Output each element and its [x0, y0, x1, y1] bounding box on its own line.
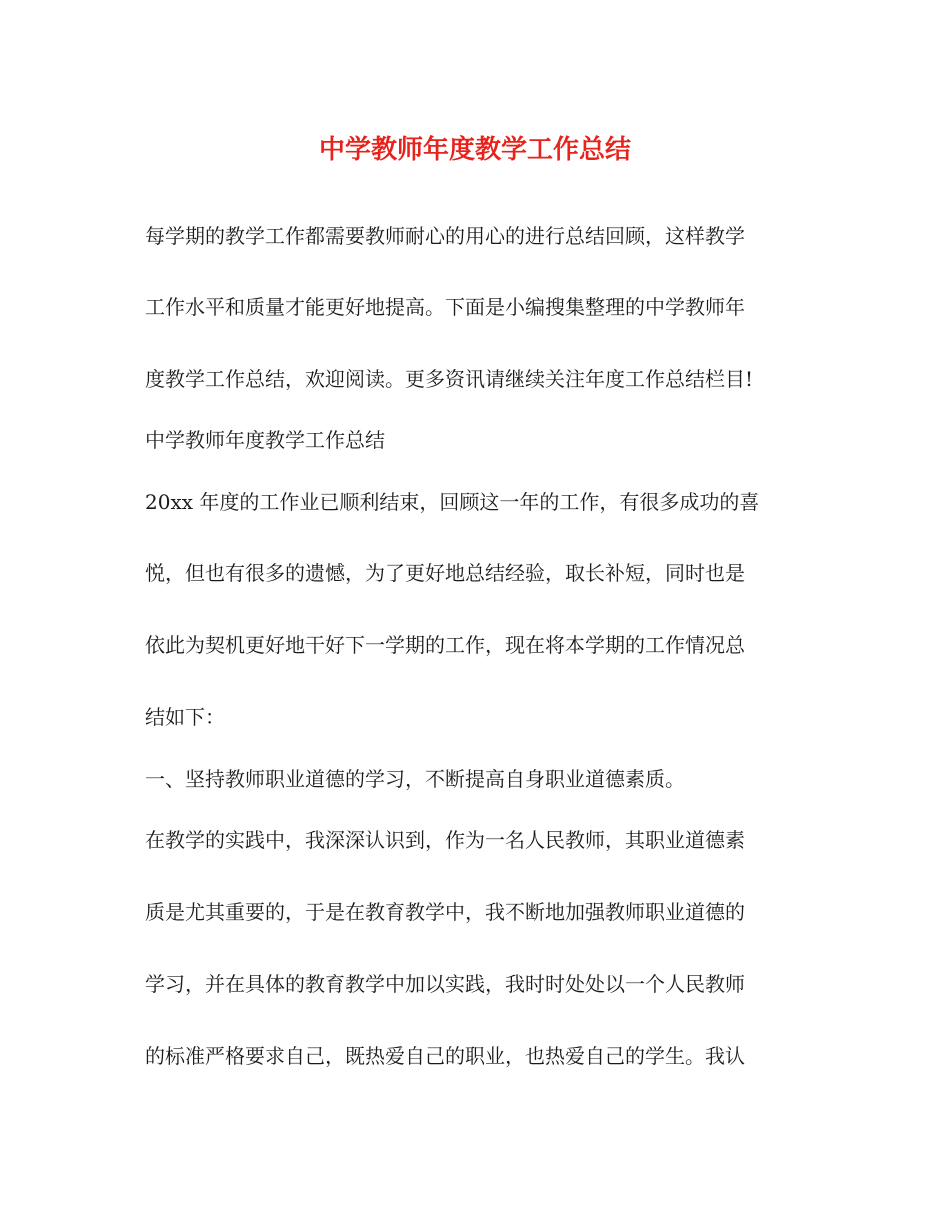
text-line: 质是尤其重要的，于是在教育教学中，我不断地加强教师职业道德的 — [145, 900, 745, 924]
text-line: 工作水平和质量才能更好地提高。下面是小编搜集整理的中学教师年 — [145, 295, 745, 319]
section-heading: 一、坚持教师职业道德的学习，不断提高自身职业道德素质。 — [145, 767, 685, 791]
text-line: 的标准严格要求自己，既热爱自己的职业，也热爱自己的学生。我认 — [145, 1044, 745, 1068]
text-line: 结如下： — [145, 705, 225, 729]
text-line: 悦，但也有很多的遗憾，为了更好地总结经验，取长补短，同时也是 — [145, 561, 745, 585]
text-line: 依此为契机更好地干好下一学期的工作，现在将本学期的工作情况总 — [145, 633, 745, 657]
text-line: 学习，并在具体的教育教学中加以实践，我时时处处以一个人民教师 — [145, 972, 745, 996]
text-line: 20xx 年度的工作业已顺利结束，回顾这一年的工作，有很多成功的喜 — [145, 490, 760, 514]
section-heading: 中学教师年度教学工作总结 — [145, 428, 385, 452]
text-line: 每学期的教学工作都需要教师耐心的用心的进行总结回顾，这样教学 — [145, 224, 745, 248]
text-line: 度教学工作总结，欢迎阅读。更多资讯请继续关注年度工作总结栏目! — [145, 367, 754, 391]
text-line: 在教学的实践中，我深深认识到，作为一名人民教师，其职业道德素 — [145, 828, 745, 852]
document-title: 中学教师年度教学工作总结 — [318, 135, 631, 165]
